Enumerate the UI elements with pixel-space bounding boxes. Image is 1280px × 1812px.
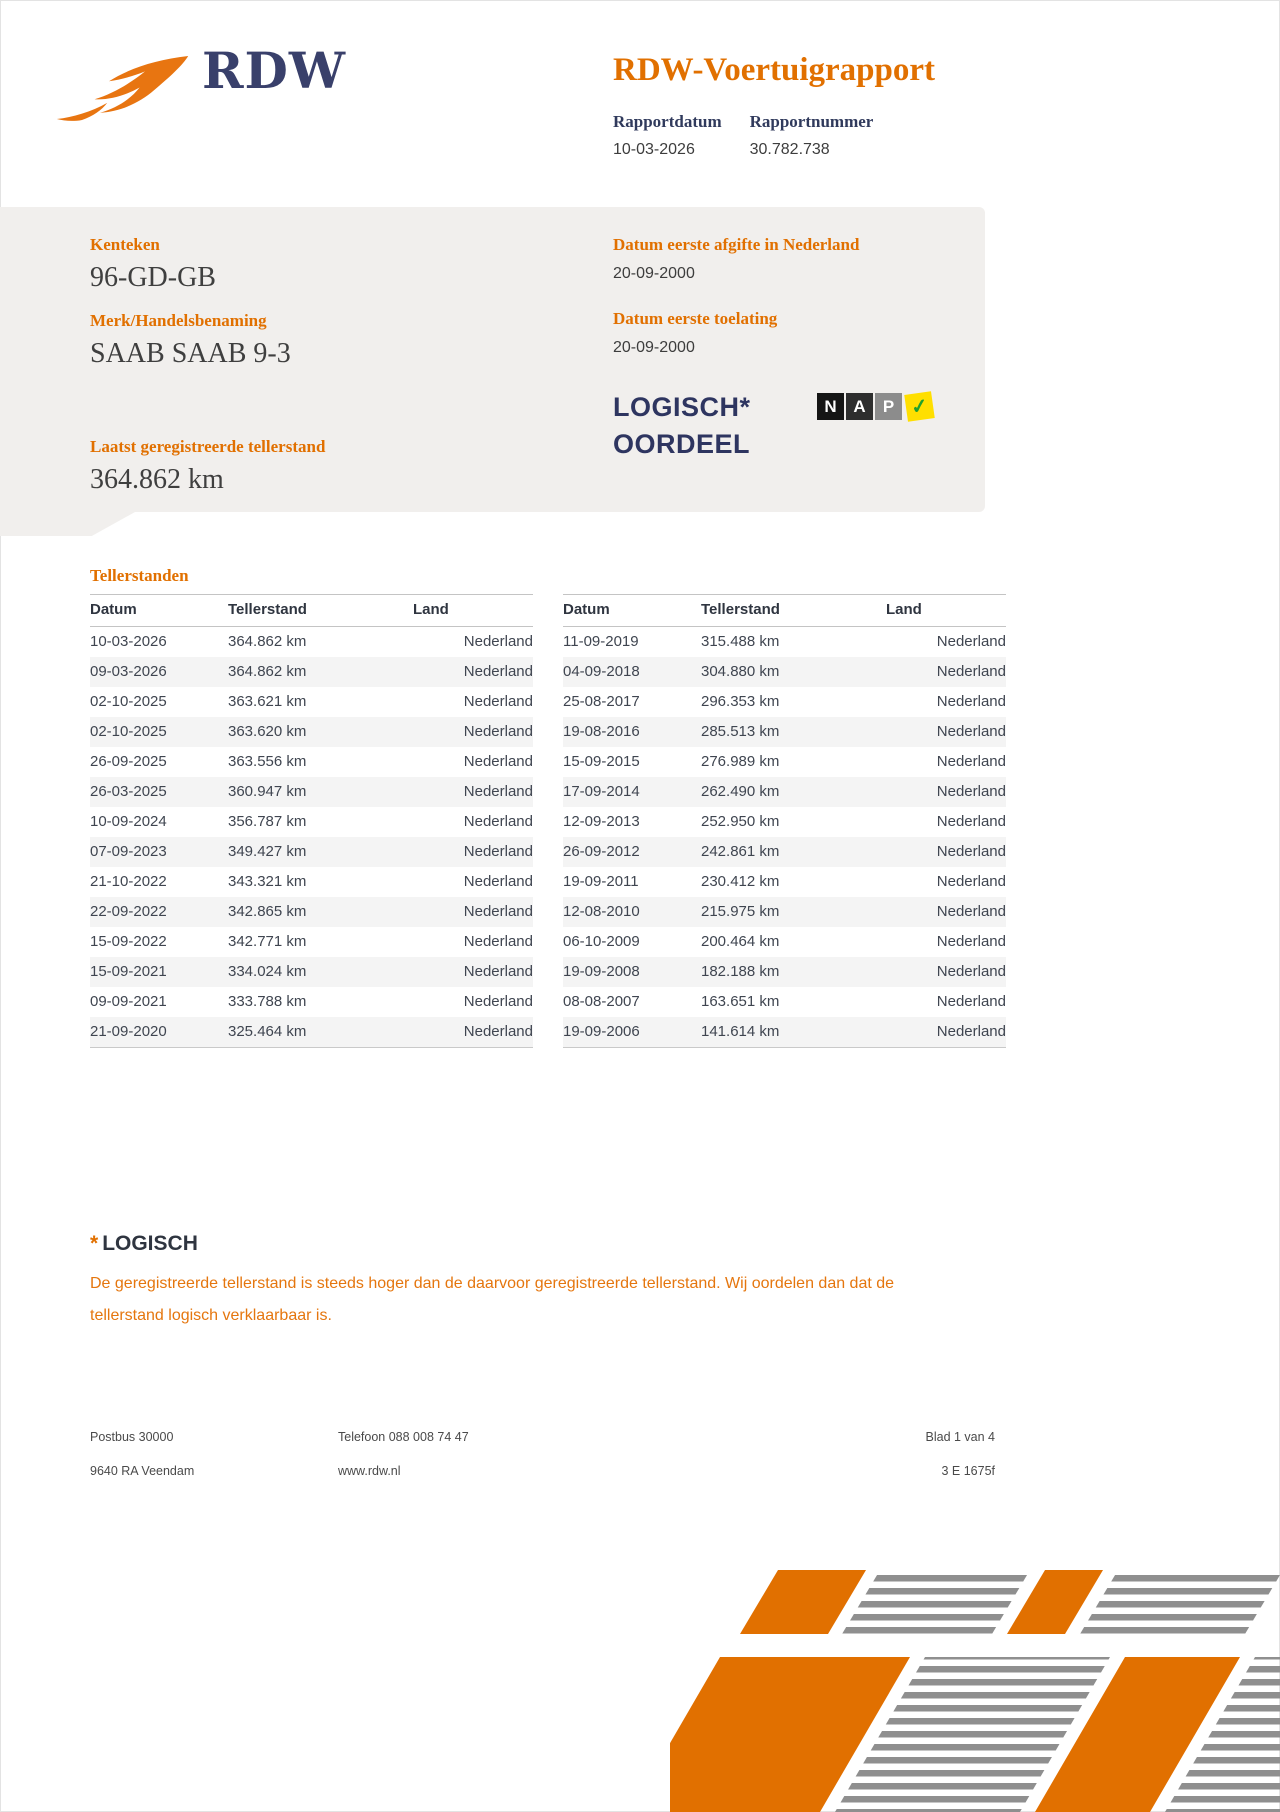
- table-row: [90, 747, 533, 777]
- tellerstand-cell: 315.488 km: [701, 633, 780, 650]
- land-cell: Nederland: [936, 723, 1006, 740]
- rdw-stripes-graphic: [670, 1562, 1280, 1812]
- tellerstand-cell: 200.464 km: [701, 933, 780, 950]
- land-cell: Nederland: [463, 963, 533, 980]
- table-row: [563, 867, 1006, 897]
- datum-cell: 19-08-2016: [563, 723, 640, 740]
- footer-phone: Telefoon 088 008 74 47: [338, 1430, 469, 1444]
- tellerstand-cell: 363.621 km: [228, 693, 307, 710]
- datum-cell: 21-10-2022: [90, 873, 167, 890]
- table-row: [563, 687, 1006, 717]
- table-row: [563, 837, 1006, 867]
- tellerstand-cell: 276.989 km: [701, 753, 780, 770]
- datum-cell: 22-09-2022: [90, 903, 167, 920]
- tellerstand-cell: 252.950 km: [701, 813, 780, 830]
- tellerstand-cell: 333.788 km: [228, 993, 307, 1010]
- tellerstand-cell: 182.188 km: [701, 963, 780, 980]
- land-cell: Nederland: [413, 1017, 533, 1048]
- land-cell: Nederland: [936, 753, 1006, 770]
- tellerstand-cell: 349.427 km: [228, 843, 307, 860]
- meter-tables: [90, 594, 1006, 1048]
- rdw-logo-text: RDW: [202, 41, 347, 100]
- datum-cell: 12-08-2010: [563, 903, 640, 920]
- oordeel-row: [613, 389, 933, 463]
- table-row: [563, 987, 1006, 1017]
- land-cell: Nederland: [463, 723, 533, 740]
- header-land: Land: [413, 595, 533, 627]
- land-cell: Nederland: [463, 843, 533, 860]
- meter-table-right: [563, 594, 1006, 1048]
- oordeel-text: [613, 389, 751, 463]
- footer-page-number: Blad 1 van 4: [925, 1430, 995, 1444]
- table-row: [90, 657, 533, 687]
- rdw-logo-icon: [55, 54, 190, 131]
- tellerstand-cell: 343.321 km: [228, 873, 307, 890]
- datum-cell: 26-03-2025: [90, 783, 167, 800]
- tellerstand-cell: 262.490 km: [701, 783, 780, 800]
- datum-cell: 02-10-2025: [90, 693, 167, 710]
- land-cell: Nederland: [936, 813, 1006, 830]
- merk-value: SAAB SAAB 9-3: [90, 338, 291, 369]
- logisch-footnote: [90, 1232, 945, 1332]
- meter-table-left-body: [90, 627, 533, 1048]
- land-cell: Nederland: [463, 693, 533, 710]
- datum-cell: 10-09-2024: [90, 813, 167, 830]
- land-cell: Nederland: [936, 873, 1006, 890]
- tellerstand-cell: 334.024 km: [228, 963, 307, 980]
- tellerstand-cell: 304.880 km: [701, 663, 780, 680]
- page-footer: [90, 1430, 995, 1478]
- land-cell: Nederland: [886, 1017, 1006, 1048]
- land-cell: Nederland: [463, 873, 533, 890]
- datum-cell: 11-09-2019: [563, 633, 639, 650]
- nap-letter-p: P: [875, 393, 902, 420]
- datum-cell: 12-09-2013: [563, 813, 640, 830]
- table-row: [90, 717, 533, 747]
- land-cell: Nederland: [936, 993, 1006, 1010]
- table-row: [90, 777, 533, 807]
- tellerstand-cell: 141.614 km: [701, 1017, 886, 1048]
- tellerstand-cell: 230.412 km: [701, 873, 780, 890]
- datum-cell: 08-08-2007: [563, 993, 640, 1010]
- land-cell: Nederland: [936, 903, 1006, 920]
- toelating-value: 20-09-2000: [613, 339, 695, 356]
- tellerstand-cell: 342.865 km: [228, 903, 307, 920]
- tellerstand-cell: 364.862 km: [228, 663, 307, 680]
- land-cell: Nederland: [463, 633, 533, 650]
- report-number-block: [750, 112, 874, 159]
- datum-cell: 25-08-2017: [563, 693, 640, 710]
- footer-row-2: [90, 1464, 995, 1478]
- datum-cell: 19-09-2011: [563, 873, 639, 890]
- vehicle-summary-box: [0, 207, 985, 512]
- header-datum: Datum: [563, 595, 701, 627]
- tellerstanden-section-title: Tellerstanden: [90, 566, 189, 585]
- land-cell: Nederland: [936, 693, 1006, 710]
- land-cell: Nederland: [936, 633, 1006, 650]
- datum-cell: 17-09-2014: [563, 783, 640, 800]
- land-cell: Nederland: [936, 663, 1006, 680]
- header-tellerstand: Tellerstand: [228, 595, 413, 627]
- datum-cell: 02-10-2025: [90, 723, 167, 740]
- oordeel-line1: LOGISCH*: [613, 392, 751, 422]
- meter-table-right-body: [563, 627, 1006, 1048]
- land-cell: Nederland: [463, 753, 533, 770]
- meter-table-left: [90, 594, 533, 1048]
- footer-website: www.rdw.nl: [338, 1464, 401, 1478]
- table-row: [90, 867, 533, 897]
- title-block: [613, 52, 935, 159]
- table-row: [90, 897, 533, 927]
- table-row: [90, 927, 533, 957]
- tellerstand-cell: 342.771 km: [228, 933, 307, 950]
- land-cell: Nederland: [463, 663, 533, 680]
- table-row: [563, 777, 1006, 807]
- rdw-brand: [55, 41, 347, 131]
- afgifte-label: Datum eerste afgifte in Nederland: [613, 235, 860, 254]
- datum-cell: 26-09-2012: [563, 843, 640, 860]
- table-row: [563, 897, 1006, 927]
- table-row: [563, 957, 1006, 987]
- land-cell: Nederland: [463, 933, 533, 950]
- table-row: [563, 1017, 1006, 1048]
- table-row: [563, 927, 1006, 957]
- document-title: RDW-Voertuigrapport: [613, 52, 936, 88]
- footer-form-code: 3 E 1675f: [941, 1464, 995, 1478]
- datum-cell: 07-09-2023: [90, 843, 167, 860]
- land-cell: Nederland: [936, 963, 1006, 980]
- land-cell: Nederland: [463, 783, 533, 800]
- table-header-row: [90, 595, 533, 627]
- footer-address-2: 9640 RA Veendam: [90, 1464, 195, 1478]
- merk-label: Merk/Handelsbenaming: [90, 311, 267, 330]
- datum-cell: 26-09-2025: [90, 753, 167, 770]
- footer-address-1: Postbus 30000: [90, 1430, 174, 1444]
- oordeel-line2: OORDEEL: [613, 429, 751, 459]
- datum-cell: 21-09-2020: [90, 1017, 228, 1048]
- toelating-label: Datum eerste toelating: [613, 309, 778, 328]
- nap-check-icon: ✓: [904, 391, 934, 421]
- table-row: [90, 957, 533, 987]
- table-row: [563, 747, 1006, 777]
- datum-cell: 04-09-2018: [563, 663, 640, 680]
- datum-cell: 19-09-2008: [563, 963, 640, 980]
- datum-cell: 10-03-2026: [90, 633, 167, 650]
- footnote-text: De geregistreerde tellerstand is steeds hoger dan de daarvoor geregistreerde tellerstand. Wij oordelen dan dat de tellerstand logisch verklaarbaar is.: [90, 1275, 895, 1324]
- summary-right-column: [613, 235, 933, 463]
- table-row: [90, 987, 533, 1017]
- table-row: [90, 807, 533, 837]
- land-cell: Nederland: [463, 903, 533, 920]
- nap-letter-n: N: [817, 393, 844, 420]
- datum-cell: 15-09-2015: [563, 753, 640, 770]
- nap-logo: [817, 393, 933, 420]
- datum-cell: 06-10-2009: [563, 933, 640, 950]
- land-cell: Nederland: [936, 783, 1006, 800]
- table-row: [563, 807, 1006, 837]
- tellerstand-cell: 364.862 km: [228, 633, 307, 650]
- datum-cell: 15-09-2021: [90, 963, 167, 980]
- nap-letter-a: A: [846, 393, 873, 420]
- tellerstand-cell: 356.787 km: [228, 813, 307, 830]
- land-cell: Nederland: [936, 843, 1006, 860]
- table-row: [563, 657, 1006, 687]
- footer-row-1: [90, 1430, 995, 1444]
- table-row: [563, 717, 1006, 747]
- tellerstand-cell: 163.651 km: [701, 993, 780, 1010]
- header-land: Land: [886, 595, 1006, 627]
- afgifte-value: 20-09-2000: [613, 265, 695, 282]
- report-date-value: 10-03-2026: [613, 141, 695, 159]
- summary-left-column: [90, 235, 325, 497]
- land-cell: Nederland: [936, 933, 1006, 950]
- kenteken-label: Kenteken: [90, 235, 160, 254]
- table-row: [90, 687, 533, 717]
- datum-cell: 09-09-2021: [90, 993, 167, 1010]
- tellerstand-cell: 285.513 km: [701, 723, 780, 740]
- report-number-value: 30.782.738: [749, 141, 830, 159]
- tellerstand-cell: 360.947 km: [228, 783, 307, 800]
- tellerstand-cell: 363.556 km: [228, 753, 307, 770]
- tellerstand-value: 364.862 km: [90, 464, 224, 495]
- land-cell: Nederland: [463, 993, 533, 1010]
- table-row: [563, 627, 1006, 658]
- report-number-label: Rapportnummer: [749, 112, 874, 132]
- kenteken-value: 96-GD-GB: [90, 262, 216, 293]
- report-meta: [613, 112, 935, 159]
- footnote-title: [90, 1232, 945, 1256]
- table-row: [90, 627, 533, 658]
- land-cell: Nederland: [463, 813, 533, 830]
- datum-cell: 15-09-2022: [90, 933, 167, 950]
- footnote-title-text: LOGISCH: [102, 1232, 198, 1255]
- tellerstand-cell: 363.620 km: [228, 723, 307, 740]
- header-datum: Datum: [90, 595, 228, 627]
- report-date-label: Rapportdatum: [613, 112, 722, 132]
- tellerstand-cell: 242.861 km: [701, 843, 780, 860]
- tellerstand-cell: 215.975 km: [701, 903, 780, 920]
- footnote-star: *: [90, 1232, 99, 1255]
- datum-cell: 09-03-2026: [90, 663, 167, 680]
- datum-cell: 19-09-2006: [563, 1017, 701, 1048]
- tellerstand-cell: 325.464 km: [228, 1017, 413, 1048]
- report-date-block: [613, 112, 722, 159]
- table-header-row: [563, 595, 1006, 627]
- header-tellerstand: Tellerstand: [701, 595, 886, 627]
- table-row: [90, 1017, 533, 1048]
- tellerstand-label: Laatst geregistreerde tellerstand: [90, 437, 326, 456]
- table-row: [90, 837, 533, 867]
- tellerstand-cell: 296.353 km: [701, 693, 780, 710]
